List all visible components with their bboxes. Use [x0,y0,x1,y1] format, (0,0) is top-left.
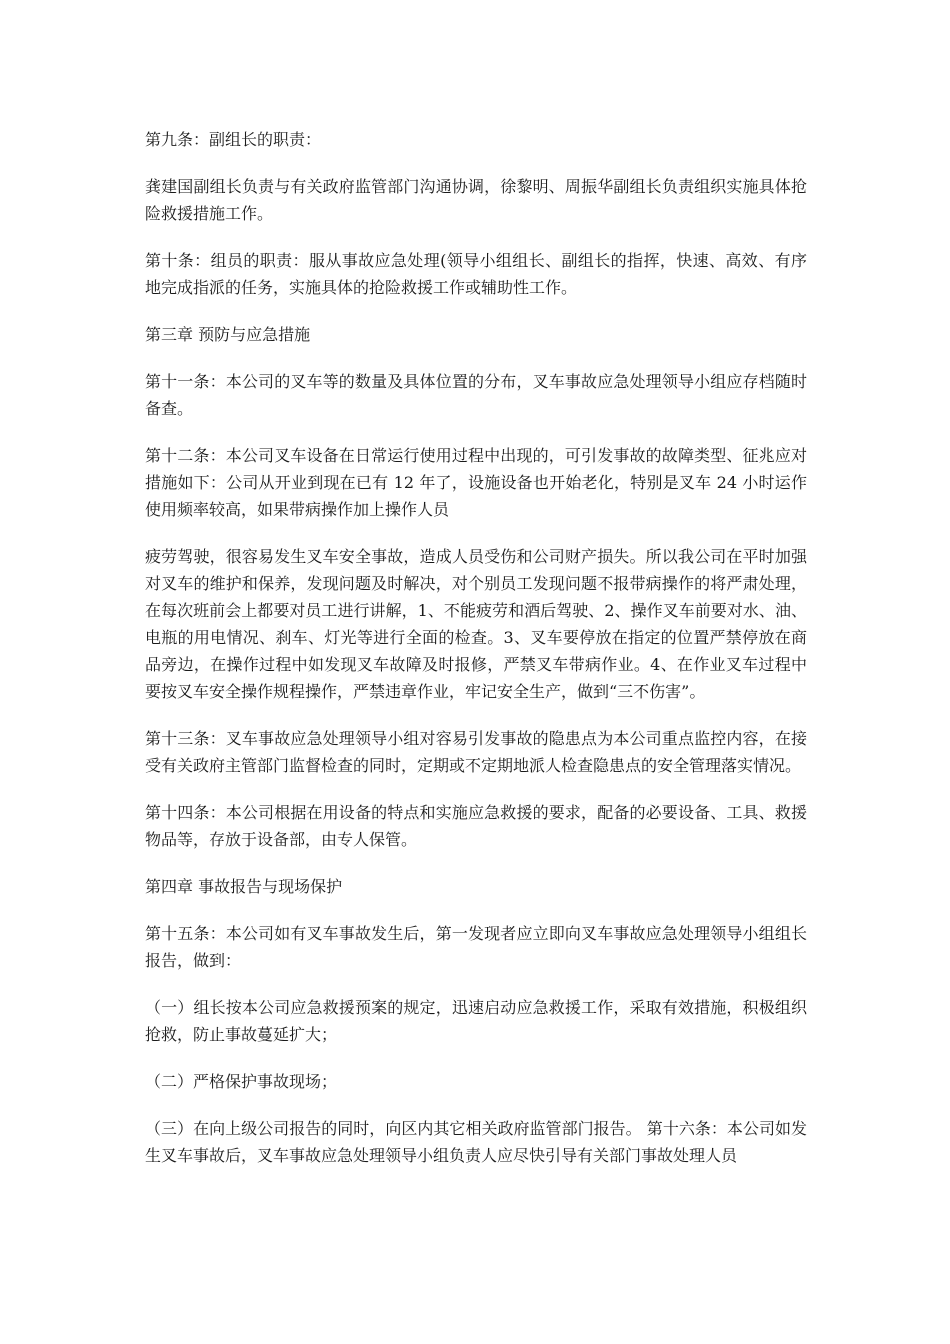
article-9-body: 龚建国副组长负责与有关政府监管部门沟通协调，徐黎明、周振华副组长负责组织实施具体抢险救援措施工作。 [145,177,807,223]
article-14: 第十四条：本公司根据在用设备的特点和实施应急救援的要求，配备的必要设备、工具、救援物品等，存放于设备部，由专人保管。 [145,803,807,849]
article-15-item-1: （一）组长按本公司应急救援预案的规定，迅速启动应急救援工作，采取有效措施，积极组织抢救，防止事故蔓延扩大； [145,998,807,1044]
chapter-3-heading: 第三章 预防与应急措施 [145,325,311,344]
article-13: 第十三条：叉车事故应急处理领导小组对容易引发事故的隐患点为本公司重点监控内容，在接受有关政府主管部门监督检查的同时，定期或不定期地派人检查隐患点的安全管理落实情况。 [145,729,807,775]
document-page [145,126,807,1169]
article-11: 第十一条：本公司的叉车等的数量及具体位置的分布，叉车事故应急处理领导小组应存档随时备查。 [145,372,807,418]
article-15-item-2: （二）严格保护事故现场； [145,1072,338,1091]
article-9-heading: 第九条：副组长的职责： [145,130,322,149]
article-10: 第十条：组员的职责：服从事故应急处理(领导小组组长、副组长的指挥，快速、高效、有序地完成指派的任务，实施具体的抢险救援工作或辅助性工作。 [145,251,807,297]
article-12: 第十二条：本公司叉车设备在日常运行使用过程中出现的，可引发事故的故障类型、征兆应对措施如下：公司从开业到现在已有 12 年了，设施设备也开始老化，特别是叉车 24 小时运作使用频率较高，如果带病操作加上操作人员 [145,446,807,519]
chapter-4-heading: 第四章 事故报告与现场保护 [145,877,343,896]
article-15-item-3: （三）在向上级公司报告的同时，向区内其它相关政府监管部门报告。 第十六条：本公司如发生叉车事故后，叉车事故应急处理领导小组负责人应尽快引导有关部门事故处理人员 [145,1119,807,1165]
article-12-continued: 疲劳驾驶，很容易发生叉车安全事故，造成人员受伤和公司财产损失。所以我公司在平时加强对叉车的维护和保养，发现问题及时解决，对个别员工发现问题不报带病操作的将严肃处理，在每次班前会上都要对员工进行讲解，1、不能疲劳和酒后驾驶、2、操作叉车前要对水、油、电瓶的用电情况、刹车、灯光等进行全面的检查。3、叉车要停放在指定的位置严禁停放在商品旁边，在操作过程中如发现叉车故障及时报修，严禁叉车带病作业。4、在作业叉车过程中要按叉车安全操作规程操作，严禁违章作业，牢记安全生产，做到“三不伤害”。 [145,547,807,701]
article-15: 第十五条：本公司如有叉车事故发生后，第一发现者应立即向叉车事故应急处理领导小组组长报告，做到： [145,924,807,970]
